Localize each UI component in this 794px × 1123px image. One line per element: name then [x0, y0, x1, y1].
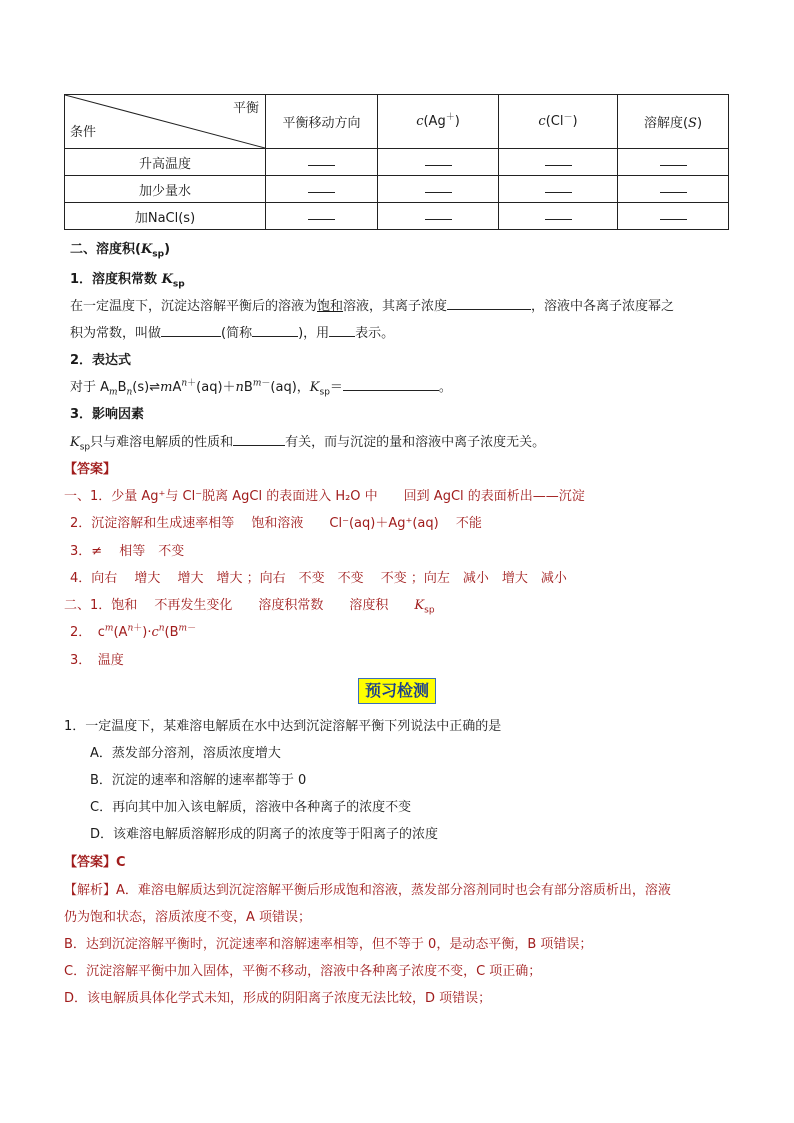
section-heading [70, 238, 171, 260]
fill-blank [447, 297, 531, 310]
fill-blank [233, 433, 285, 446]
text: ，溶液中各离子浓度幂之 [531, 299, 675, 314]
explanation-line: C．沉淀溶解平衡中加入固体，平衡不移动，溶液中各种离子浓度不变，C 项正确； [64, 964, 542, 979]
text: 。 [438, 380, 452, 395]
item2-line: 对于 $A_mB_n(s)\rightleftharpoons mA^{n+}(aq)+nB^{m-}(aq)$，$K_{sp}=$ 。 [70, 378, 452, 398]
answer-line [64, 594, 435, 616]
answer-line: 一、1．少量 Ag⁺与 Cl⁻脱离 AgCl 的表面进入 H₂O 中 回到 AgCl 的表面析出——沉淀 [64, 489, 585, 504]
row-label: 升高温度 [65, 149, 266, 176]
answer-line: 3． 温度 [70, 653, 124, 668]
header-c-cl: c(Cl－) [499, 95, 618, 149]
option-a: A．蒸发部分溶剂，溶质浓度增大 [90, 746, 281, 761]
option-b: B．沉淀的速率和溶解的速率都等于 0 [90, 773, 307, 788]
answer-line: 4．向右 增大 增大 增大 ；向右 不变 不变 不变 ；向左 减小 增大 减小 [70, 571, 567, 586]
header-solubility: 溶解度(S) [618, 95, 729, 149]
item1-title-text: 1．溶度积常数 [70, 272, 162, 287]
text: 溶液，其离子浓度 [343, 299, 448, 314]
explanation-line: 【解析】A．难溶电解质达到沉淀溶解平衡后形成饱和溶液，蒸发部分溶剂同时也会有部分溶质析出，溶液 [64, 883, 671, 898]
fill-blank [161, 324, 221, 337]
underlined-word: 饱和 [317, 299, 344, 314]
blank-cell [378, 149, 499, 176]
item3-line: $K_{sp}$只与难溶电解质的性质和 有关，而与沉淀的量和溶液中离子浓度无关。 [70, 435, 546, 453]
header-c-ag: c(Ag＋) [378, 95, 499, 149]
corner-bottom-label: 条件 [70, 125, 97, 140]
question-answer: 【答案】C [64, 855, 126, 870]
blank-cell [618, 149, 729, 176]
item1-line1 [70, 295, 674, 314]
diagonal-header-cell [65, 95, 266, 149]
table-header-row [65, 95, 729, 149]
blank-cell [378, 203, 499, 230]
answer-label: 【答案】 [64, 462, 117, 477]
text: 在一定温度下，沉淀达溶解平衡后的溶液为 [70, 299, 318, 314]
blank-cell [266, 176, 378, 203]
equilibrium-arrow: ⇌ [149, 380, 161, 395]
text: (简称 [221, 326, 253, 341]
question-stem: 1．一定温度下，某难溶电解质在水中达到沉淀溶解平衡下列说法中正确的是 [64, 719, 502, 734]
explanation-line: B．达到沉淀溶解平衡时，沉淀速率和溶解速率相等，但不等于 0，是动态平衡，B 项错误； [64, 937, 593, 952]
sub-n: n [126, 387, 133, 398]
ksp-k: K [414, 598, 425, 613]
heading-suffix: ) [164, 242, 171, 257]
explanation-line: 仍为饱和状态，溶质浓度不变，A 项错误； [64, 910, 312, 925]
ksp-sub: sp [424, 605, 435, 616]
heading-k: K [140, 242, 153, 257]
header-shift-direction: 平衡移动方向 [266, 95, 378, 149]
corner-top-label: 平衡 [232, 101, 259, 116]
blank-cell [618, 176, 729, 203]
preview-test-banner: 预习检测 [358, 678, 436, 704]
table-row [65, 176, 729, 203]
row-label: 加少量水 [65, 176, 266, 203]
row-label: 加NaCl(s) [65, 203, 266, 230]
text: 对于 A [70, 380, 110, 395]
text: 有关，而与沉淀的量和溶液中离子浓度无关。 [285, 435, 546, 450]
answer-line: 2． $c^m(A^{n+})\cdot c^n(B^{m-}$ [70, 623, 197, 640]
heading-text: 二、溶度积( [70, 242, 141, 257]
item1-title [70, 268, 185, 290]
table-row [65, 203, 729, 230]
blank-cell [499, 203, 618, 230]
option-c: C．再向其中加入该电解质，溶液中各种离子的浓度不变 [90, 800, 412, 815]
text: 2． c [70, 625, 105, 640]
fill-blank [329, 324, 355, 337]
answer-line: 3．≠ 相等 不变 [70, 544, 185, 559]
equilibrium-table [64, 94, 729, 230]
blank-cell [266, 149, 378, 176]
answer-line: 2．沉淀溶解和生成速率相等 饱和溶液 Cl⁻(aq)＋Ag⁺(aq) 不能 [70, 516, 482, 531]
text: )，用 [298, 326, 330, 341]
blank-cell [618, 203, 729, 230]
table-row [65, 149, 729, 176]
blank-cell [378, 176, 499, 203]
blank-cell [499, 149, 618, 176]
text: 只与难溶电解质的性质和 [90, 435, 234, 450]
blank-cell [266, 203, 378, 230]
item1-k: K [161, 272, 173, 287]
heading-sub: sp [152, 249, 165, 260]
text: 表示。 [355, 326, 395, 341]
text: 积为常数，叫做 [70, 326, 162, 341]
fill-blank [343, 378, 439, 391]
item1-sub: sp [172, 279, 185, 290]
option-d: D．该难溶电解质溶解形成的阴离子的浓度等于阳离子的浓度 [90, 827, 439, 842]
blank-cell [499, 176, 618, 203]
sub-m: m [109, 387, 118, 398]
text: 二、1．饱和 不再发生变化 溶度积常数 溶度积 [64, 598, 415, 613]
item3-title: 3．影响因素 [70, 407, 145, 422]
fill-blank [252, 324, 298, 337]
explanation-line: D．该电解质具体化学式未知，形成的阴阳离子浓度无法比较，D 项错误； [64, 991, 492, 1006]
item2-title: 2．表达式 [70, 353, 132, 368]
item1-line2 [70, 322, 394, 341]
